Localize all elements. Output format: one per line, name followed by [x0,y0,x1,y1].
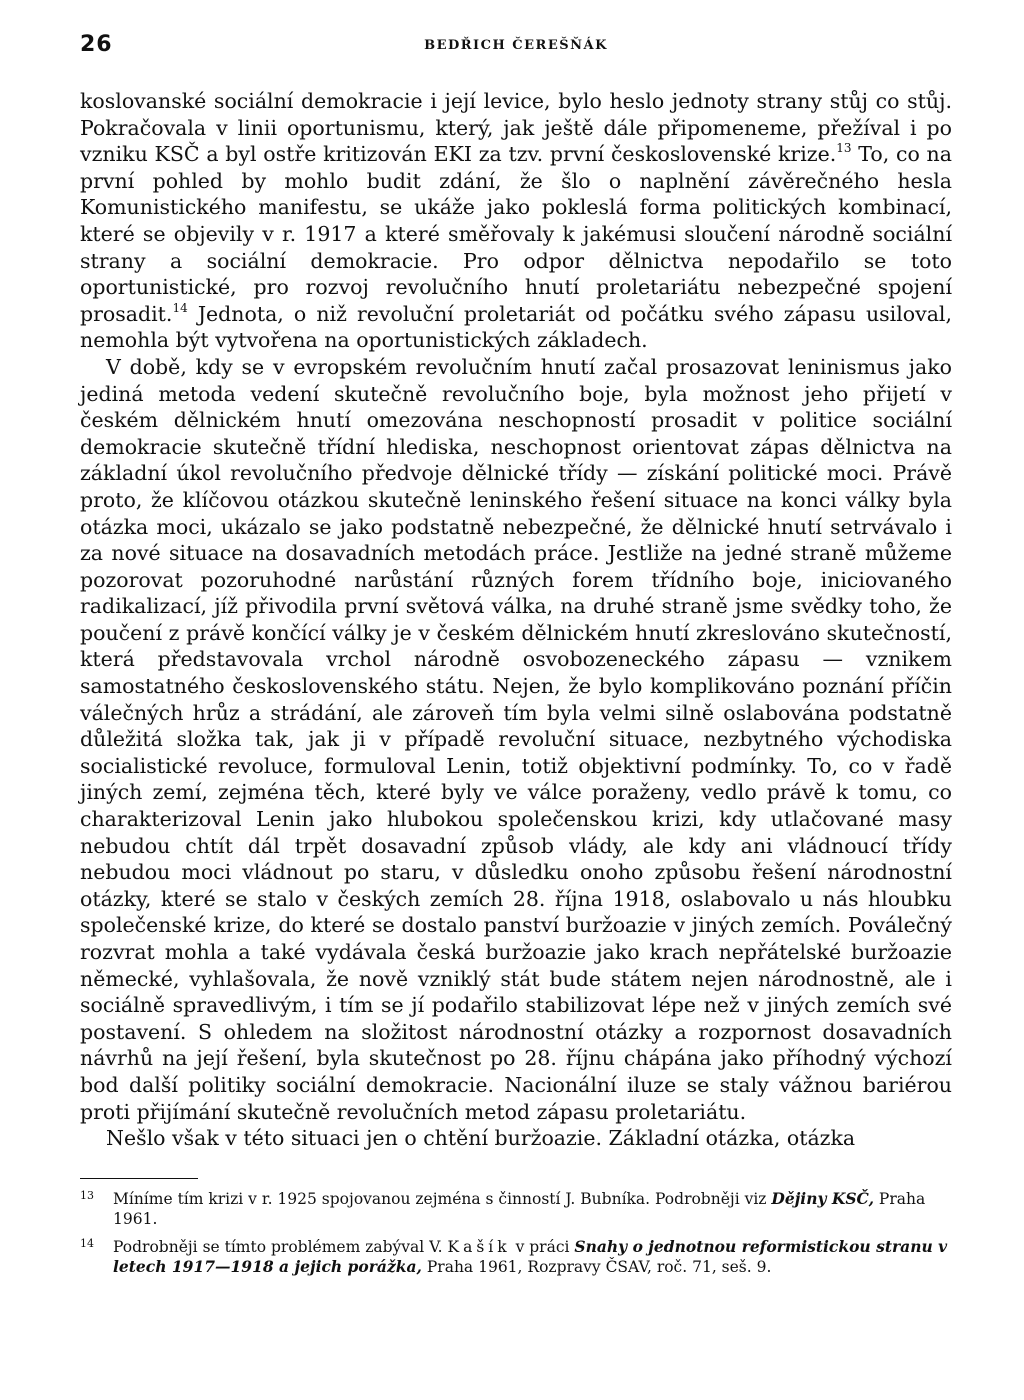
footnote-14-title: Snahy o jednotnou reformistickou stranu v letech 1917—1918 a jejich porážka, [113,1236,948,1277]
book-page [80,28,952,1285]
running-header [80,28,952,64]
footnote-14-author: Kašík [447,1237,511,1256]
paragraph-1 [80,88,952,354]
footnote-14-mark: 14 [80,1236,94,1250]
footnote-14 [80,1237,952,1278]
footnote-13-body: Míníme tím krizi v r. 1925 spojovanou zejména s činností J. Bubníka. Podrobněji viz [113,1189,772,1208]
footnote-13 [80,1189,952,1230]
footnote-14-text [113,1237,952,1278]
footnote-separator [80,1178,198,1179]
paragraph-1-part-a: koslovanské sociální demokracie i její levice, bylo heslo jednoty strany stůj co stůj. Pokračovala v linii oportunismu, který, jak ještě dále připomeneme, přežíval i po vzniku KSČ a byl ostře kritizován EKI za tzv. první československé krize. [80,89,952,167]
footnotes [80,1189,952,1278]
paragraph-2: V době, kdy se v evropském revolučním hnutí začal prosazovat leninismus jako jediná metoda vedení skutečně revolučního boje, byla možnost jeho přijetí v českém dělnickém hnutí omezována neschopností prosadit v politice sociální demokracie skutečně třídní hlediska, neschopnost orientovat zápas dělnictva na základní úkol revolučního předvoje dělnické třídy — získání politické moci. Právě proto, že klíčovou otázkou skutečně leninského řešení situace na konci války byla otázka moci, ukázalo se jako podstatně nebezpečné, že dělnické hnutí setrvávalo i za nové situace na dosavadních metodách práce. Jestliže na jedné straně můžeme pozorovat pozoruhodné narůstání různých forem třídního boje, iniciovaného radikalizací, jíž přivodila první světová válka, na druhé straně jsme svědky toho, že poučení z právě končící války je v českém dělnickém hnutí zkreslováno skutečností, která představovala vrchol národně osvobozeneckého zápasu — vznikem samostatného československého státu. Nejen, že bylo komplikováno poznání příčin válečných hrůz a strádání, ale zároveň tím byla velmi silně oslabována podstatně důležitá složka tak, jak ji v případě revoluční situace, nezbytného východiska socialistické revoluce, formuloval Lenin, totiž objektivní podmínky. To, co v řadě jiných zemí, zejména těch, které byly ve válce poraženy, vedlo právě k tomu, co charakterizoval Lenin jako hlubokou společenskou krizi, kdy utlačované masy nebudou chtít dál trpět dosavadní způsob vlády, ale kdy ani vládnoucí třídy nebudou moci vládnout po staru, v důsledku onoho způsobu řešení národnostní otázky, které se stalo v českých zemích 28. října 1918, oslabovalo u nás hloubku společenské krize, do které se dostalo panství buržoazie v jiných zemích. Poválečný rozvrat mohla a také vydávala česká buržoazie jako krach nepřátelské buržoazie německé, vyhlašovala, že nově vzniklý stát bude státem nejen národnostně, ale i sociálně spravedlivým, i tím se jí podařilo stabilizovat lépe než v jiných zemích své postavení. S ohledem na složitost národnostní otázky a rozpornost dosavadních návrhů na její řešení, byla skutečnost po 28. říjnu chápána jako příhodný výchozí bod další politiky sociální demokracie. Nacionální iluze se staly vážnou bariérou proti přijímání skutečně revolučních metod zápasu proletariátu. [80,354,952,1124]
footnote-13-tail: Praha 1961. [113,1189,926,1229]
footnote-13-text [113,1189,952,1230]
footnote-14-tail: Praha 1961, Rozpravy ČSAV, roč. 71, seš. 9. [421,1258,772,1277]
running-title: BEDŘICH ČEREŠŇÁK [424,38,608,53]
footnote-ref-13: 13 [836,141,852,156]
footnote-ref-14: 14 [172,300,188,315]
main-text [80,88,952,1152]
page-number: 26 [80,32,113,57]
footnote-13-mark: 13 [80,1188,94,1202]
footnote-14-mid: v práci [510,1237,575,1256]
paragraph-3: Nešlo však v této situaci jen o chtění buržoazie. Základní otázka, otázka [106,1126,856,1151]
paragraph-1-part-b: To, co na první pohled by mohlo budit zdání, že šlo o naplnění závěrečného hesla Komunistického manifestu, se ukáže jako pokleslá forma politických kombinací, které se objevily v r. 1917 a které směřovaly k jakémusi sloučení národně sociální strany a sociální demokracie. Pro odpor dělnictva nepodařilo se toto oportunistické, pro rozvoj revolučního hnutí proletariátu nebezpečné spojení prosadit. [80,142,952,326]
footnote-13-title: Dějiny KSČ, [771,1188,874,1208]
footnote-14-body: Podrobněji se tímto problémem zabýval V. [113,1237,448,1256]
paragraph-1-part-c: Jednota, o niž revoluční proletariát od počátku svého zápasu usiloval, nemohla být vytvořena na oportunistických základech. [80,301,952,353]
